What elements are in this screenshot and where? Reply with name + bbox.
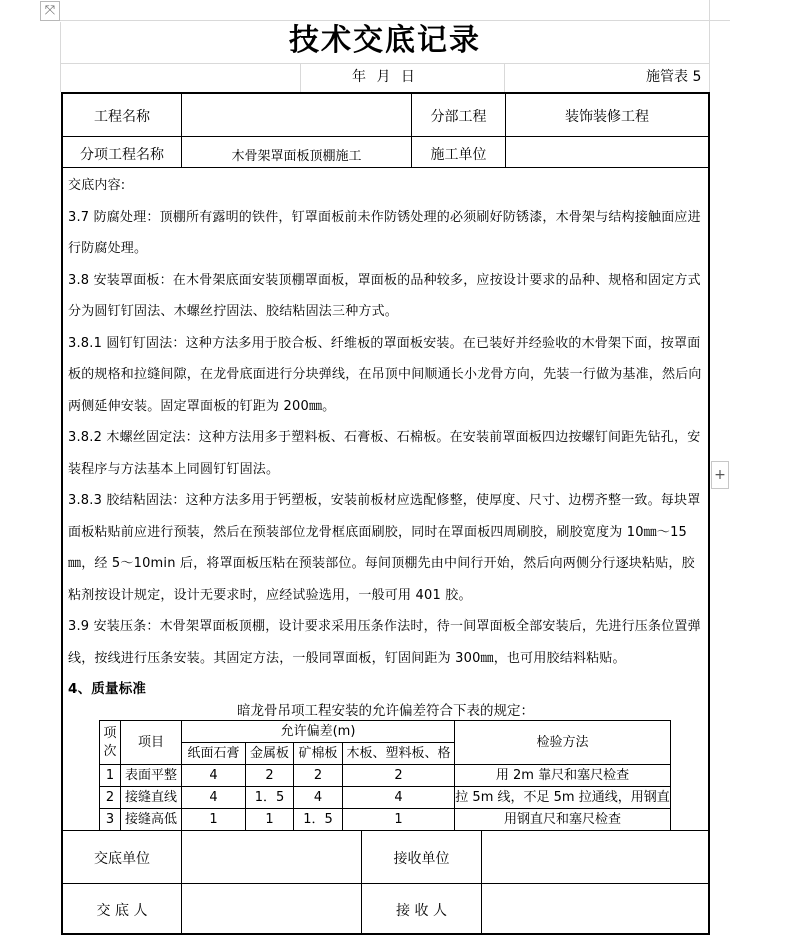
header-tolerance: 允许偏差(m) <box>182 721 455 743</box>
item-name-value[interactable]: 木骨架罩面板顶棚施工 <box>231 149 362 164</box>
cell-value: 1．5 <box>294 809 343 831</box>
date-field: 年 月 日 <box>352 69 415 85</box>
subheader-wood-plastic: 木板、塑料板、格 <box>343 743 455 765</box>
paragraph-3-7: 3.7 防腐处理：顶棚所有露明的铁件，钉罩面板前未作防锈处理的必须刷好防锈漆，木骨架与结构接触面应进行防腐处理。 <box>68 209 701 256</box>
footer-col-divider <box>481 830 482 933</box>
cell-method: 用 2m 靠尺和塞尺检查 <box>455 765 671 787</box>
header-method: 检验方法 <box>455 721 671 765</box>
cell-value: 4 <box>343 787 455 809</box>
row-divider <box>63 136 708 137</box>
paragraph-3-8: 3.8 安装罩面板：在木骨架底面安装顶棚罩面板，罩面板的品种较多，应按设计要求的品种、规格和固定方式分为圆钉钉固法、木螺丝拧固法、胶结粘固法三种方式。 <box>68 272 701 319</box>
cell-value: 1．5 <box>246 787 294 809</box>
cell-method: 拉 5m 线，不足 5m 拉通线，用钢直 <box>455 787 671 809</box>
paragraph-3-9: 3.9 安装压条：木骨架罩面板顶棚，设计要求采用压条作法时，待一间罩面板全部安装后，先进行压条位置弹线，按线进行压条安装。其固定方法，一般同罩面板，钉固间距为 300㎜，也可用胶结料粘贴。 <box>68 619 701 666</box>
paragraph-3-8-2: 3.8.2 木螺丝固定法：这种方法用多于塑料板、石膏板、石棉板。在安装前罩面板四边按螺钉间距先钻孔，安装程序与方法基本上同圆钉钉固法。 <box>68 430 701 477</box>
receiver-person-label: 接 收 人 <box>396 903 447 919</box>
cell-item: 接缝高低 <box>121 809 182 831</box>
section-quality-standard: 4、质量标准 <box>68 681 147 697</box>
subheader-mineral-wool: 矿棉板 <box>294 743 343 765</box>
table-row <box>100 809 671 831</box>
cell-value: 2 <box>294 765 343 787</box>
cell-no: 3 <box>100 809 121 831</box>
construction-unit-label: 施工单位 <box>430 147 487 163</box>
cell-value: 2 <box>343 765 455 787</box>
handover-person-label: 交 底 人 <box>96 903 148 919</box>
cell-item: 表面平整 <box>121 765 182 787</box>
table-row <box>100 787 671 809</box>
row-divider <box>63 167 708 168</box>
footer-col-divider <box>181 830 182 933</box>
add-column-icon[interactable]: + <box>711 461 729 489</box>
content-heading: 交底内容: <box>68 178 126 193</box>
col-divider <box>505 94 506 167</box>
header-item: 项目 <box>121 721 182 765</box>
header-cell-divider-2 <box>504 63 505 92</box>
cell-value: 2 <box>246 765 294 787</box>
cell-value: 1 <box>182 809 246 831</box>
header-item-no: 项次 <box>100 721 121 765</box>
cell-no: 1 <box>100 765 121 787</box>
subheader-gypsum: 纸面石膏 <box>182 743 246 765</box>
cell-value: 4 <box>294 787 343 809</box>
handover-unit-label: 交底单位 <box>94 851 150 867</box>
cell-value: 1 <box>246 809 294 831</box>
project-name-label: 工程名称 <box>94 109 150 125</box>
table-row <box>100 765 671 787</box>
header-cell-divider-1 <box>300 63 301 92</box>
paragraph-3-8-1: 3.8.1 圆钉钉固法：这种方法多用于胶合板、纤维板的罩面板安装。在已装好并经验收的木骨架下面，按罩面板的规格和拉缝间隙，在龙骨底面进行分块弹线，在吊顶中间顺通长小龙骨方向，先装一行做为基准，然后向两侧延伸安装。固定罩面板的钉距为 200㎜。 <box>68 335 702 414</box>
footer-mid-divider <box>63 883 708 884</box>
content-body <box>68 170 706 706</box>
form-number: 施管表 5 <box>646 69 702 85</box>
paragraph-3-8-3: 3.8.3 胶结粘固法：这种方法多用于钙塑板，安装前板材应选配修整，使厚度、尺寸、边楞齐整一致。每块罩面板粘贴前应进行预装，然后在预装部位龙骨框底面刷胶，同时在罩面板四周刷胶，刷胶宽度为 10㎜～15㎜，经 5～10min 后，将罩面板压粘在预装部位。每间顶棚先由中间行开始，然后向两侧分行逐块粘贴，胶粘剂按设计规定，设计无要求时，应经试验选用，一般可用 401 胶。 <box>68 493 701 603</box>
cell-method: 用钢直尺和塞尺检查 <box>455 809 671 831</box>
item-name-label: 分项工程名称 <box>80 147 164 163</box>
cell-item: 接缝直线 <box>121 787 182 809</box>
sub-project-value[interactable]: 装饰装修工程 <box>565 109 649 125</box>
cell-value: 1 <box>343 809 455 831</box>
disclosure-table <box>61 92 710 935</box>
receiver-unit-label: 接收单位 <box>393 851 450 867</box>
table-caption: 暗龙骨吊项工程安装的允许偏差符合下表的规定： <box>237 703 534 719</box>
move-table-icon[interactable]: ⤧ <box>40 1 60 21</box>
cell-value: 4 <box>182 787 246 809</box>
cell-no: 2 <box>100 787 121 809</box>
tolerance-table <box>99 720 671 831</box>
subheader-metal: 金属板 <box>246 743 294 765</box>
document-title: 技术交底记录 <box>289 23 481 58</box>
footer-top-divider <box>63 830 708 831</box>
cell-value: 4 <box>182 765 246 787</box>
sub-project-label: 分部工程 <box>430 109 487 125</box>
